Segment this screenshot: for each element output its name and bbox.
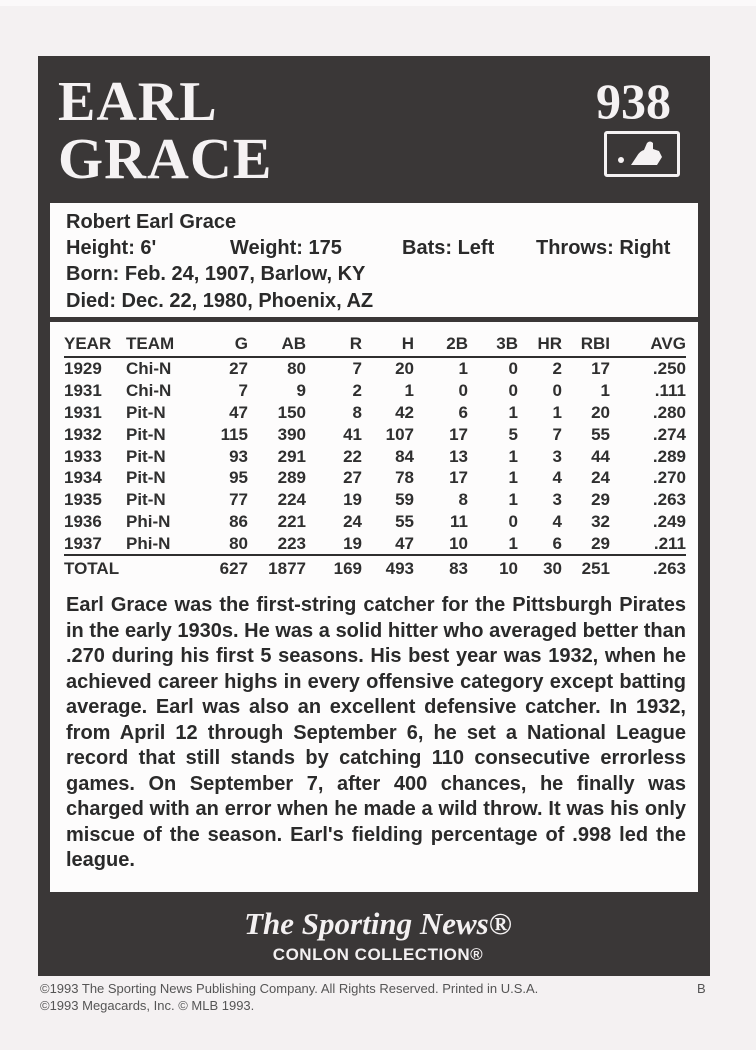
stats-panel <box>50 322 698 892</box>
cell-team: Pit-N <box>126 402 166 422</box>
cell-year: 1935 <box>64 490 102 510</box>
card-number: 938 <box>596 73 671 129</box>
cell-ab: 9 <box>296 381 306 401</box>
cell-g: 27 <box>229 359 248 379</box>
total-ab: 1877 <box>248 555 306 580</box>
total-h: 493 <box>362 555 414 580</box>
table-row <box>64 467 686 489</box>
height: Height: 6' <box>66 237 157 259</box>
cell-h: 107 <box>385 424 414 444</box>
cell-ab: 224 <box>277 490 306 510</box>
cell-h: 55 <box>395 511 414 531</box>
header-team: TEAM <box>126 332 210 357</box>
stats-header-row <box>64 332 686 357</box>
header-avg: AVG <box>610 332 686 357</box>
cell-2b: 17 <box>449 468 468 488</box>
career-description: Earl Grace was the first-string catcher for the Pittsburgh Pirates in the early 1930s. He was a solid hitter who averaged better than .270 during his first 5 seasons. His best year was 1932, when he achieved career highs in every offensive category except batting average. Earl was also an excellent defensive catcher. In 1932, from April 12 through September 6, he set a National League record that still stands by catching 110 consecutive errorless games. On September 7, after 400 chances, he finally was charged with an error when he made a wild throw. It was his only miscue of the season. Earl's fielding percentage of .998 led the league. <box>66 594 686 871</box>
cell-team: Phi-N <box>126 533 171 553</box>
cell-rbi: 24 <box>591 468 610 488</box>
cell-3b: 1 <box>508 533 518 553</box>
cell-ab: 150 <box>277 402 306 422</box>
cell-g: 86 <box>229 511 248 531</box>
copyright-line-2: ©1993 Megacards, Inc. © MLB 1993. <box>40 998 255 1013</box>
weight: Weight: 175 <box>230 237 342 259</box>
cell-hr: 6 <box>552 533 562 553</box>
header-ab: AB <box>248 332 306 357</box>
cell-year: 1936 <box>64 511 102 531</box>
cell-r: 8 <box>352 402 362 422</box>
table-row <box>64 511 686 533</box>
cell-team: Chi-N <box>126 381 172 401</box>
card-side-letter: B <box>697 981 706 996</box>
cell-r: 7 <box>352 359 362 379</box>
cell-3b: 0 <box>508 511 518 531</box>
cell-year: 1934 <box>64 468 102 488</box>
cell-h: 20 <box>395 359 414 379</box>
stats-body <box>64 357 686 555</box>
cell-2b: 0 <box>458 381 468 401</box>
cell-team: Pit-N <box>126 424 166 444</box>
cell-hr: 4 <box>552 511 562 531</box>
cell-h: 47 <box>395 533 414 553</box>
cell-3b: 1 <box>508 402 518 422</box>
cell-r: 19 <box>343 490 362 510</box>
table-row <box>64 423 686 445</box>
cell-avg: .111 <box>654 381 686 401</box>
cell-year: 1929 <box>64 359 102 379</box>
header-3b: 3B <box>468 332 518 357</box>
cell-g: 80 <box>229 533 248 553</box>
header-h: H <box>362 332 414 357</box>
copyright-line-1: ©1993 The Sporting News Publishing Company. All Rights Reserved. Printed in U.S.A. <box>40 981 539 996</box>
header-year: YEAR <box>64 332 126 357</box>
total-g: 627 <box>210 555 248 580</box>
player-last-name: GRACE <box>58 126 273 191</box>
cell-r: 41 <box>343 424 362 444</box>
cell-2b: 11 <box>450 511 468 531</box>
throws: Throws: Right <box>536 237 671 259</box>
cell-h: 1 <box>404 381 414 401</box>
header-g: G <box>210 332 248 357</box>
cell-hr: 0 <box>552 381 562 401</box>
cell-r: 2 <box>352 381 362 401</box>
player-first-name: EARL <box>58 71 218 133</box>
cell-ab: 390 <box>277 424 306 444</box>
total-3b: 10 <box>468 555 518 580</box>
header-r: R <box>306 332 362 357</box>
cell-rbi: 55 <box>591 424 610 444</box>
cell-rbi: 32 <box>591 511 610 531</box>
cell-rbi: 29 <box>591 533 610 553</box>
header-hr: HR <box>518 332 562 357</box>
cell-avg: .250 <box>652 359 686 379</box>
cell-3b: 1 <box>508 490 518 510</box>
cell-team: Phi-N <box>126 511 171 531</box>
cell-h: 59 <box>395 490 414 510</box>
cell-2b: 13 <box>449 446 468 466</box>
cell-r: 24 <box>343 511 362 531</box>
total-hr: 30 <box>518 555 562 580</box>
total-label: TOTAL <box>64 555 126 580</box>
cell-rbi: 20 <box>591 402 610 422</box>
bio-panel <box>50 203 698 317</box>
cell-ab: 221 <box>277 511 306 531</box>
header-2b: 2B <box>414 332 468 357</box>
cell-ab: 80 <box>287 359 306 379</box>
cell-year: 1932 <box>64 424 102 444</box>
cell-team: Pit-N <box>126 446 166 466</box>
died: Died: Dec. 22, 1980, Phoenix, AZ <box>66 290 374 312</box>
cell-team: Pit-N <box>126 468 166 488</box>
cell-3b: 1 <box>508 446 518 466</box>
full-name: Robert Earl Grace <box>66 211 237 233</box>
total-avg: .263 <box>610 555 686 580</box>
bats: Bats: Left <box>402 237 495 259</box>
cell-r: 22 <box>343 446 362 466</box>
cell-hr: 3 <box>552 490 562 510</box>
table-row <box>64 489 686 511</box>
cell-r: 19 <box>343 533 362 553</box>
header-rbi: RBI <box>562 332 610 357</box>
cell-hr: 7 <box>552 424 562 444</box>
cell-2b: 8 <box>458 490 468 510</box>
cell-avg: .270 <box>652 468 686 488</box>
cell-hr: 2 <box>552 359 562 379</box>
cell-rbi: 17 <box>591 359 610 379</box>
cell-avg: .274 <box>652 424 686 444</box>
cell-h: 84 <box>395 446 414 466</box>
total-rbi: 251 <box>562 555 610 580</box>
table-row <box>64 380 686 402</box>
cell-avg: .263 <box>652 490 686 510</box>
mlb-logo-icon <box>604 131 680 177</box>
cell-2b: 17 <box>449 424 468 444</box>
total-team <box>126 555 210 580</box>
cell-team: Chi-N <box>126 359 172 379</box>
cell-g: 47 <box>229 402 248 422</box>
brand-name: The Sporting News® <box>244 906 512 941</box>
cell-ab: 291 <box>277 446 306 466</box>
cell-2b: 6 <box>458 402 468 422</box>
total-2b: 83 <box>414 555 468 580</box>
cell-year: 1931 <box>64 402 102 422</box>
born: Born: Feb. 24, 1907, Barlow, KY <box>66 263 366 285</box>
collection-name: CONLON COLLECTION® <box>272 945 484 964</box>
cell-avg: .280 <box>652 402 686 422</box>
cell-hr: 3 <box>552 446 562 466</box>
total-r: 169 <box>306 555 362 580</box>
cell-avg: .249 <box>652 511 686 531</box>
cell-ab: 223 <box>277 533 306 553</box>
table-row <box>64 357 686 380</box>
cell-rbi: 44 <box>591 446 610 466</box>
cell-h: 42 <box>395 402 414 422</box>
cell-avg: .289 <box>652 446 686 466</box>
cell-g: 93 <box>229 446 248 466</box>
cell-team: Pit-N <box>126 490 166 510</box>
cell-g: 95 <box>229 468 248 488</box>
cell-g: 7 <box>238 381 248 401</box>
table-row <box>64 532 686 555</box>
card-top-edge <box>0 0 756 6</box>
table-row <box>64 402 686 424</box>
cell-g: 77 <box>229 490 248 510</box>
cell-r: 27 <box>343 468 362 488</box>
cell-year: 1937 <box>64 533 102 553</box>
cell-3b: 0 <box>508 381 518 401</box>
cell-3b: 1 <box>508 468 518 488</box>
cell-hr: 1 <box>552 402 562 422</box>
cell-2b: 10 <box>449 533 468 553</box>
cell-3b: 5 <box>508 424 518 444</box>
cell-ab: 289 <box>277 468 306 488</box>
cell-year: 1931 <box>64 381 102 401</box>
stats-table <box>64 332 686 580</box>
cell-2b: 1 <box>458 359 468 379</box>
cell-year: 1933 <box>64 446 102 466</box>
cell-rbi: 29 <box>591 490 610 510</box>
cell-h: 78 <box>395 468 414 488</box>
table-row <box>64 445 686 467</box>
cell-3b: 0 <box>508 359 518 379</box>
cell-rbi: 1 <box>600 381 610 401</box>
stats-total-row <box>64 555 686 580</box>
cell-avg: .211 <box>653 533 686 553</box>
cell-g: 115 <box>220 424 248 444</box>
cell-hr: 4 <box>552 468 562 488</box>
